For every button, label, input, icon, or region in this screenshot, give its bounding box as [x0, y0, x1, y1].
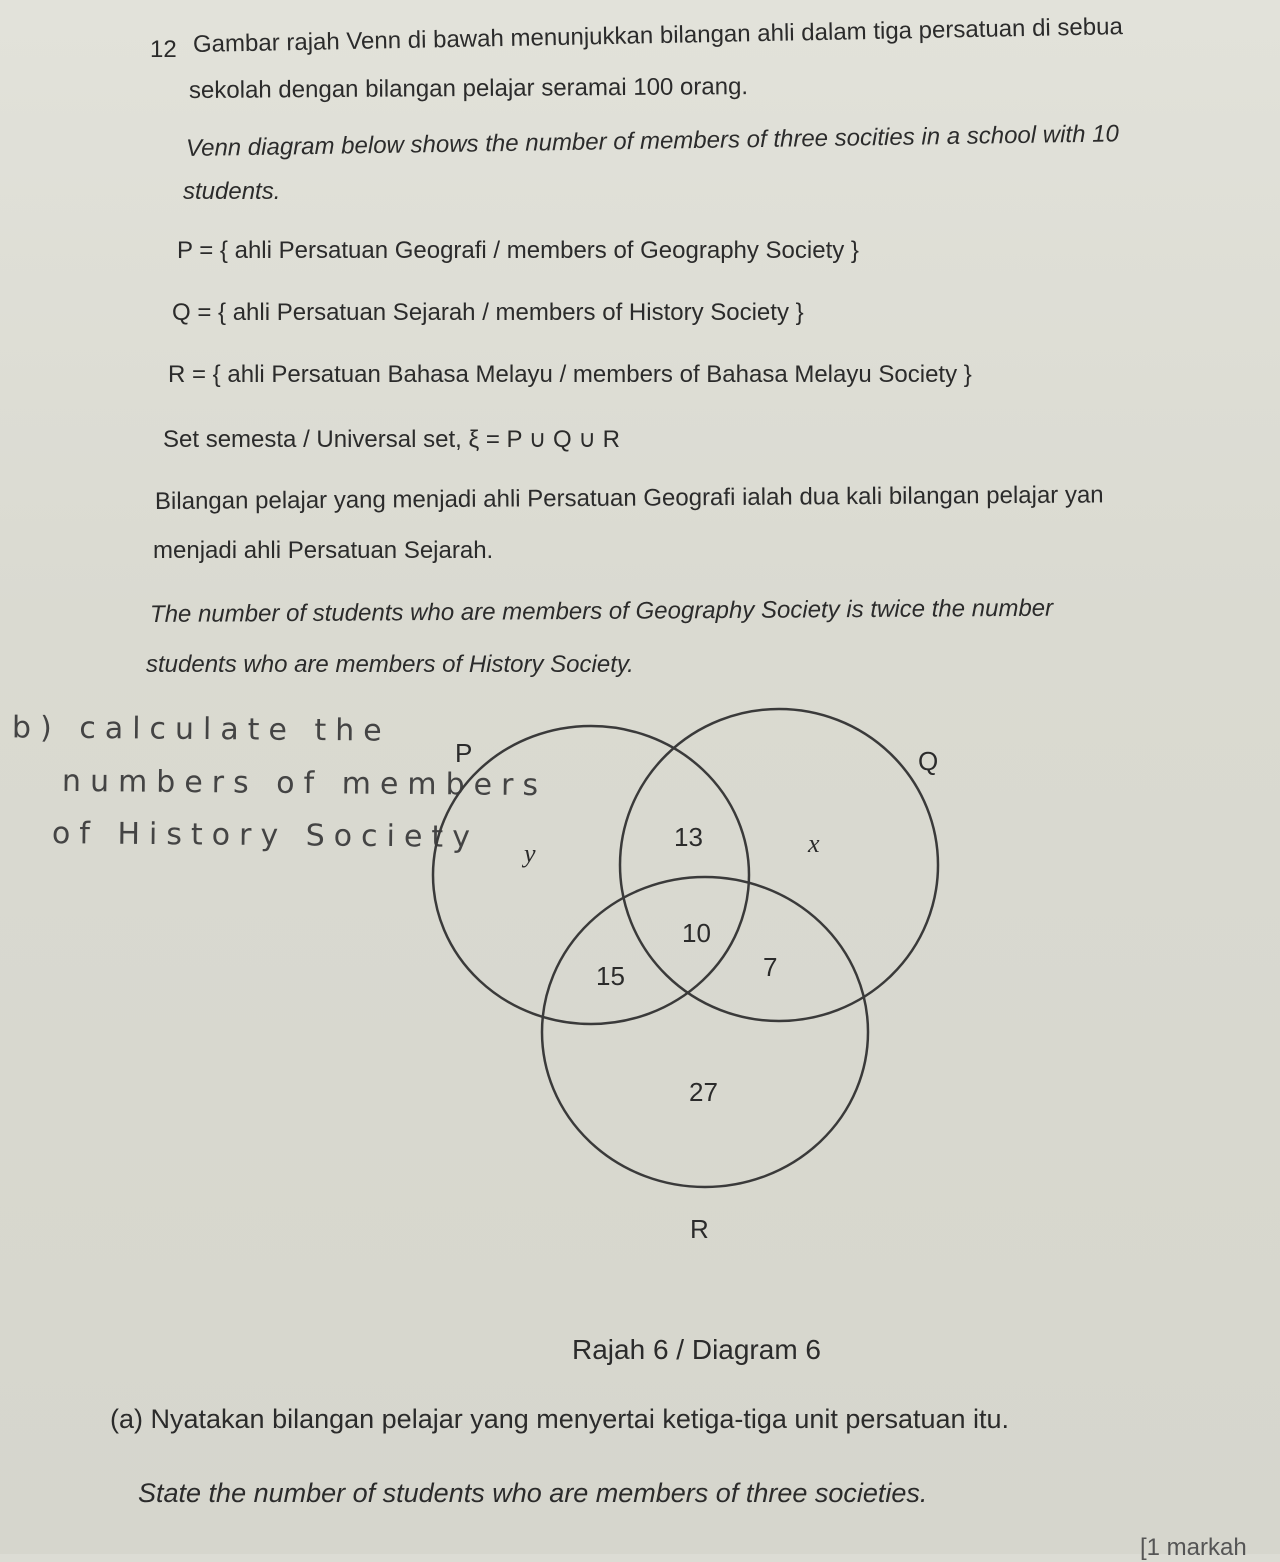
- label-q: Q: [918, 746, 939, 776]
- set-p-circle: [433, 726, 749, 1024]
- region-r-only: 27: [689, 1077, 718, 1107]
- intro-malay-line-2: sekolah dengan bilangan pelajar seramai 100 orang.: [188, 73, 749, 104]
- condition-malay-line-1: Bilangan pelajar yang menjadi ahli Persatuan Geografi ialah dua kali bilangan pelajar yan: [154, 481, 1104, 515]
- handwritten-note-line-3: of History Society: [51, 816, 480, 855]
- set-q-definition: Q = { ahli Persatuan Sejarah / members of History Society }: [172, 299, 804, 326]
- marks-label: [1 markah: [1140, 1534, 1247, 1561]
- part-a-malay: (a) Nyatakan bilangan pelajar yang menyertai ketiga-tiga unit persatuan itu.: [110, 1404, 1010, 1434]
- region-q-and-r: 7: [763, 952, 778, 982]
- region-p-only: y: [524, 839, 536, 868]
- handwritten-note-line-2: numbers of members: [61, 763, 548, 804]
- label-r: R: [690, 1214, 709, 1244]
- condition-english-line-2: students who are members of History Society.: [146, 651, 634, 678]
- diagram-caption: Rajah 6 / Diagram 6: [572, 1334, 822, 1365]
- intro-malay-line-1: Gambar rajah Venn di bawah menunjukkan bilangan ahli dalam tiga persatuan di sebua: [192, 13, 1124, 58]
- label-p: P: [455, 738, 473, 768]
- condition-malay-line-2: menjadi ahli Persatuan Sejarah.: [153, 537, 494, 564]
- intro-english-line-1: Venn diagram below shows the number of members of three socities in a school with 10: [185, 120, 1120, 162]
- intro-english-line-2: students.: [183, 178, 281, 205]
- handwritten-note-line-1: b) calculate the: [11, 710, 391, 749]
- region-q-only: x: [808, 829, 820, 858]
- universal-set: Set semesta / Universal set, ξ = P ∪ Q ∪ R: [163, 426, 620, 453]
- question-number: 12: [150, 36, 177, 63]
- set-p-definition: P = { ahli Persatuan Geografi / members of Geography Society }: [177, 237, 859, 264]
- region-p-and-q: 13: [674, 822, 703, 852]
- region-p-q-r: 10: [682, 918, 711, 948]
- condition-english-line-1: The number of students who are members of Geography Society is twice the number: [149, 594, 1054, 628]
- set-q-circle: [620, 709, 938, 1021]
- part-a-english: State the number of students who are members of three societies.: [138, 1478, 928, 1508]
- region-p-and-r: 15: [596, 961, 625, 991]
- set-r-definition: R = { ahli Persatuan Bahasa Melayu / members of Bahasa Melayu Society }: [168, 361, 972, 388]
